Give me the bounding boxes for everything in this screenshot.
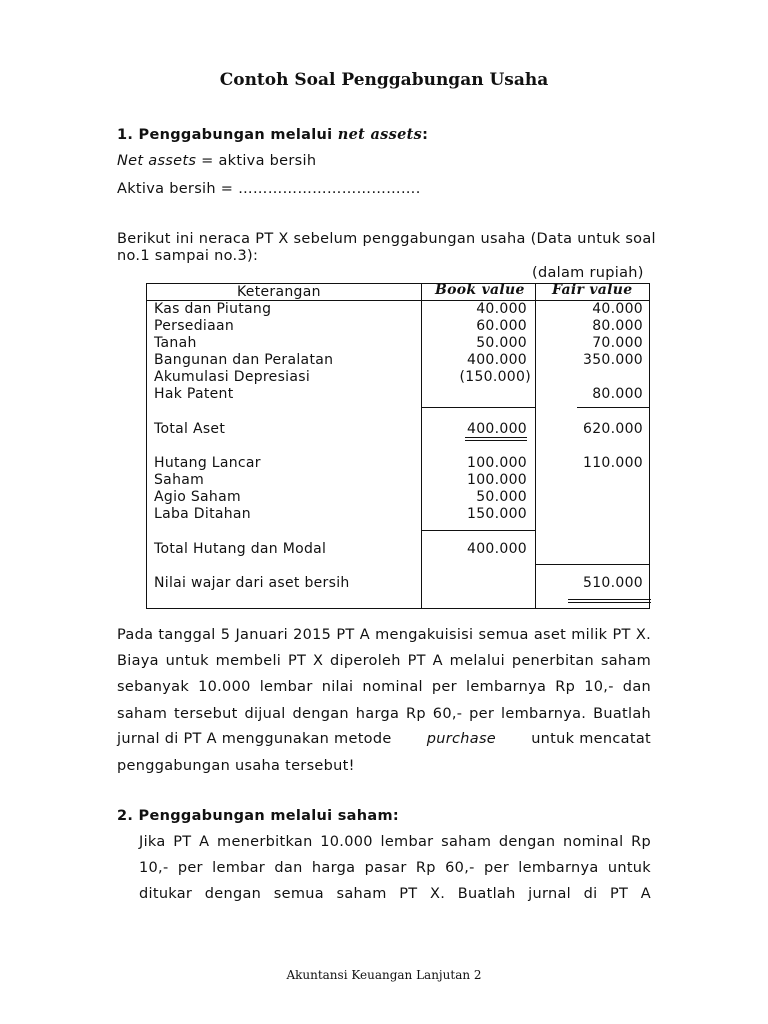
row-label: Bangunan dan Peralatan <box>154 352 334 368</box>
page-footer: Akuntansi Keuangan Lanjutan 2 <box>286 968 482 982</box>
row-label: Agio Saham <box>154 489 241 505</box>
intro-line-2: no.1 sampai no.3): <box>117 248 259 264</box>
section1-heading <box>117 126 428 143</box>
double-underline-d <box>568 602 651 603</box>
row-fair: 40.000 <box>592 301 643 317</box>
section2-line1: Jika PT A menerbitkan 10.000 lembar saham dengan nominal Rp <box>139 834 651 850</box>
total-aset-label: Total Aset <box>154 421 226 437</box>
subtotal-line-net <box>535 564 650 565</box>
row-book: 60.000 <box>476 318 527 334</box>
double-underline-c <box>568 599 651 600</box>
row-fair: 110.000 <box>583 455 643 471</box>
para1-line5-c: untuk mencatat <box>531 731 651 747</box>
section2-heading: 2. Penggabungan melalui saham: <box>117 808 399 824</box>
para1-line4: saham tersebut dijual dengan harga Rp 60,- per lembarnya. Buatlah <box>117 706 651 722</box>
row-book: 150.000 <box>467 506 527 522</box>
row-label: Persediaan <box>154 318 235 334</box>
net-assets-fair: 510.000 <box>583 575 643 591</box>
row-label: Saham <box>154 472 205 488</box>
col-divider-1 <box>421 284 422 608</box>
total-aset-fair: 620.000 <box>583 421 643 437</box>
net-assets-meaning: = aktiva bersih <box>196 153 317 169</box>
row-label: Hutang Lancar <box>154 455 261 471</box>
subtotal-line-fair <box>577 407 650 408</box>
para1-line6: penggabungan usaha tersebut! <box>117 758 355 774</box>
row-book: 50.000 <box>476 489 527 505</box>
row-fair: 80.000 <box>592 318 643 334</box>
unit-note: (dalam rupiah) <box>532 265 644 281</box>
section2-line3: ditukar dengan semua saham PT X. Buatlah jurnal di PT A <box>139 886 651 902</box>
row-fair: 70.000 <box>592 335 643 351</box>
total-hutang-modal-book: 400.000 <box>467 541 527 557</box>
para1-line5 <box>117 731 651 747</box>
balance-sheet-table <box>146 283 650 609</box>
row-fair: 350.000 <box>583 352 643 368</box>
row-book: 100.000 <box>467 472 527 488</box>
para1-line1: Pada tanggal 5 Januari 2015 PT A mengakuisisi semua aset milik PT X. <box>117 627 651 643</box>
header-keterangan: Keterangan <box>237 284 321 300</box>
double-underline-b <box>465 440 527 441</box>
row-label: Laba Ditahan <box>154 506 251 522</box>
row-label: Kas dan Piutang <box>154 301 272 317</box>
intro-line-1: Berikut ini neraca PT X sebelum penggabungan usaha (Data untuk soal <box>117 231 656 247</box>
header-book-value: Book value <box>435 282 525 298</box>
header-fair-value: Fair value <box>552 282 633 298</box>
row-label: Hak Patent <box>154 386 234 402</box>
para1-line2: Biaya untuk membeli PT X diperoleh PT A melalui penerbitan saham <box>117 653 651 669</box>
para1-line5-method: purchase <box>426 731 497 747</box>
net-assets-term: Net assets <box>117 153 197 169</box>
section2-line2: 10,- per lembar dan harga pasar Rp 60,- per lembarnya untuk <box>139 860 651 876</box>
row-book: 100.000 <box>467 455 527 471</box>
row-label: Tanah <box>154 335 197 351</box>
row-label: Akumulasi Depresiasi <box>154 369 311 385</box>
aktiva-bersih-line: Aktiva bersih = ………………………………. <box>117 181 421 197</box>
row-book: 50.000 <box>476 335 527 351</box>
section1-heading-italic: net assets <box>337 126 423 143</box>
col-divider-2 <box>535 284 536 608</box>
net-assets-definition <box>117 153 316 169</box>
row-book: 40.000 <box>476 301 527 317</box>
row-book: (150.000) <box>459 369 531 385</box>
subtotal-line-book <box>421 407 535 408</box>
para1-line5-a: jurnal di PT A menggunakan metode <box>117 731 392 747</box>
total-aset-book: 400.000 <box>467 421 527 437</box>
section1-heading-suffix: : <box>422 127 429 143</box>
double-underline-a <box>465 437 527 438</box>
para1-line3: sebanyak 10.000 lembar nilai nominal per lembarnya Rp 10,- dan <box>117 679 651 695</box>
subtotal-line-liab <box>421 530 535 531</box>
row-book: 400.000 <box>467 352 527 368</box>
row-fair: 80.000 <box>592 386 643 402</box>
total-hutang-modal-label: Total Hutang dan Modal <box>154 541 327 557</box>
net-assets-label: Nilai wajar dari aset bersih <box>154 575 350 591</box>
section1-heading-prefix: 1. Penggabungan melalui <box>117 127 338 143</box>
page-title: Contoh Soal Penggabungan Usaha <box>219 70 549 90</box>
